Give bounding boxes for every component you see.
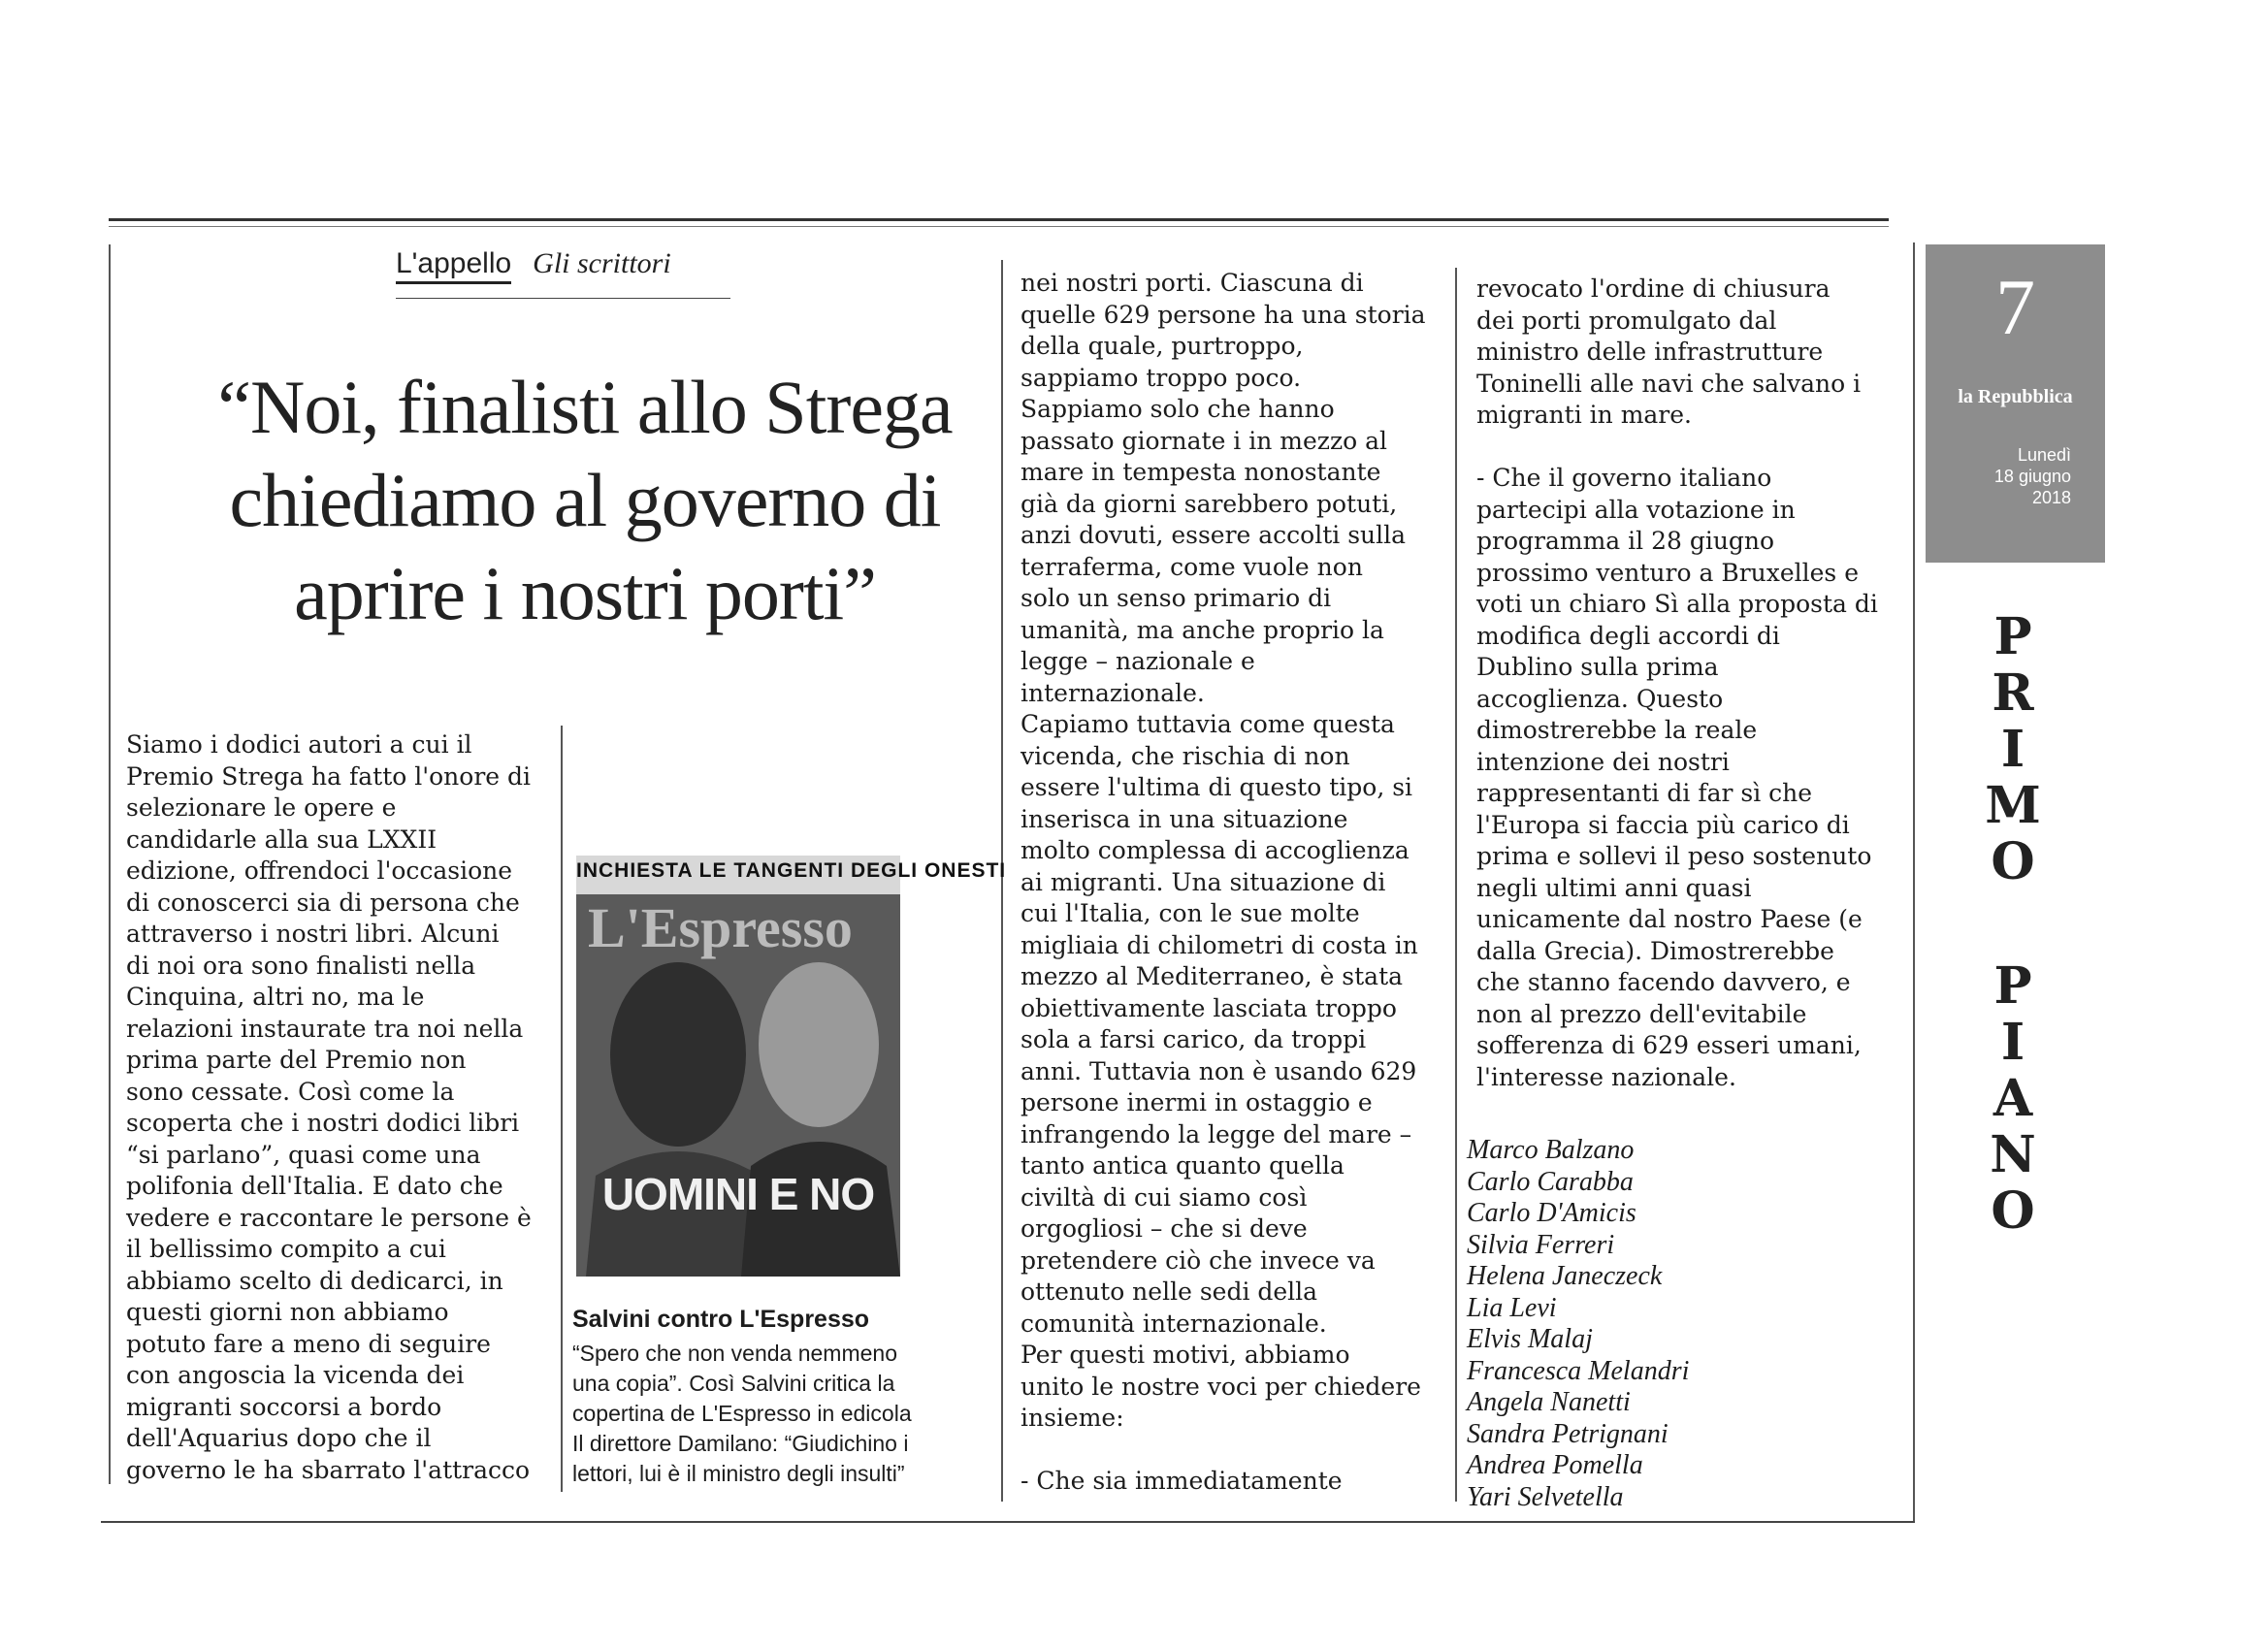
cover-headline: UOMINI E NO xyxy=(601,1169,875,1219)
page-number: 7 xyxy=(1995,263,2035,351)
section-letter: I xyxy=(2000,720,2025,779)
bottom-rule xyxy=(101,1521,1915,1523)
magazine-cover xyxy=(576,856,1007,1277)
author-name: Sandra Petrignani xyxy=(1467,1418,1669,1449)
section-letter: O xyxy=(1991,1181,2035,1241)
author-list xyxy=(1467,1135,1758,1513)
author-name: Elvis Malaj xyxy=(1467,1324,1593,1354)
issue-year: 2018 xyxy=(2031,488,2071,507)
caption-text: “Spero che non venda nemmeno una copia”. Così Salvini critica la copertina de L'Espresso in edicola Il direttore Damilano: “Giudichino i lettori, lui è il ministro degli insulti” xyxy=(572,1341,912,1486)
author-name: Silvia Ferreri xyxy=(1467,1229,1615,1260)
author-name: Yari Selvetella xyxy=(1467,1481,1624,1512)
column-divider-3 xyxy=(1455,268,1457,1502)
page-info-box xyxy=(1926,244,2105,563)
kicker xyxy=(396,247,671,280)
section-letter: N xyxy=(1990,1125,2036,1184)
issue-day-month: 18 giugno xyxy=(1993,467,2071,486)
column-divider-1 xyxy=(561,726,563,1492)
top-rule xyxy=(109,218,1889,221)
article-column-1: Siamo i dodici autori a cui il Premio Strega ha fatto l'onore di selezionare le opere e candidarle alla sua LXXII edizione, offrendoci l'occasione di conoscerci sia di persona che attraverso i nostri libri. Alcuni di noi ora sono finalisti nella Cinquina, altri no, ma le relazioni instaurate tra noi nella prima parte del Premio non sono cessate. Così come la scoperta che i nostri dodici libri “si parlano”, quasi come una polifonia dell'Italia. E dato che vedere e raccontare le persone è il bellissimo compito a cui abbiamo scelto di dedicarci, in questi giorni non abbiamo potuto fare a meno di seguire con angoscia la vicenda dei migranti soccorsi a bordo dell'Aquarius dopo che il governo le ha sbarrato l'attracco xyxy=(126,730,532,1484)
author-name: Helena Janeczeck xyxy=(1467,1261,1663,1291)
section-letter: P xyxy=(1993,956,2032,1016)
author-name: Carlo Carabba xyxy=(1467,1166,1634,1197)
section-letter: M xyxy=(1985,776,2041,835)
issue-date xyxy=(1926,444,2071,508)
section-letter: I xyxy=(2000,1013,2025,1072)
author-name: Marco Balzano xyxy=(1467,1135,1635,1165)
author-name: Carlo D'Amicis xyxy=(1467,1198,1636,1228)
author-name: Andrea Pomella xyxy=(1467,1450,1643,1480)
left-border xyxy=(109,244,111,1484)
author-name: Lia Levi xyxy=(1467,1292,1557,1323)
section-letter: O xyxy=(1991,832,2035,891)
section-label xyxy=(1969,609,2057,1240)
top-rule-thin xyxy=(109,226,1889,227)
issue-day: Lunedì xyxy=(2017,445,2071,465)
section-letter: P xyxy=(1993,607,2032,666)
cover-masthead: L'Espresso xyxy=(588,896,853,959)
kicker-section: L'appello xyxy=(396,247,511,284)
author-name: Francesca Melandri xyxy=(1467,1355,1690,1386)
article-column-4: revocato l'ordine di chiusura dei porti promulgato dal ministro delle infrastrutture Toninelli alle navi che salvano i migranti in mare. - Che il governo italiano partecipi alla votazione in programma il 28 giugno prossimo venturo a Bruxelles e voti un chiaro Sì alla proposta di modifica degli accordi di Dublino sulla prima accoglienza. Questo dimostrerebbe la reale intenzione dei nostri rappresentanti di far sì che l'Europa si faccia più carico di prima e sollevi il peso sostenuto negli ultimi anni quasi unicamente dal nostro Paese (e dalla Grecia). Dimostrerebbe che stanno facendo davvero, e non al prezzo dell'evitabile sofferenza di 629 esseri umani, l'interesse nazionale. xyxy=(1476,275,1878,1091)
caption-title: Salvini contro L'Espresso xyxy=(572,1306,870,1333)
cover-band-text: INCHIESTA LE TANGENTI DEGLI ONESTI xyxy=(576,859,1007,882)
headline: “Noi, finalisti allo Strega chiediamo al governo di aprire i nostri porti” xyxy=(217,365,953,635)
section-letter: R xyxy=(1992,663,2034,723)
newspaper-name: la Repubblica xyxy=(1958,386,2073,407)
section-letter: A xyxy=(1993,1069,2033,1128)
column-divider-4 xyxy=(1913,242,1915,1521)
author-name: Angela Nanetti xyxy=(1467,1387,1631,1417)
article-column-3: nei nostri porti. Ciascuna di quelle 629 persone ha una storia della quale, purtroppo, sappiamo troppo poco. Sappiamo solo che hanno passato giornate i in mezzo al mare in tempesta nonostante già da giorni sarebbero potuti, anzi dovuti, essere accolti sulla terraferma, come vuole non solo un senso primario di umanità, ma anche proprio la legge – nazionale e internazionale. Capiamo tuttavia come questa vicenda, che rischia di non essere l'ultima di questo tipo, si inserisca in una situazione molto complessa di accoglienza ai migranti. Una situazione di cui l'Italia, con le sue molte migliaia di chilometri di costa in mezzo al Mediterraneo, è stata obiettivamente lasciata troppo sola a farsi carico, da troppi anni. Tuttavia non è usando 629 persone inermi in ostaggio e infrangendo la legge del mare – tanto antica quanto quella civiltà di cui siamo così orgogliosi – che si deve pretendere ciò che invece va ottenuto nelle sedi della comunità internazionale. Per questi motivi, abbiamo unito le nostre voci per chiedere insieme: - Che sia immediatamente xyxy=(1021,269,1426,1495)
kicker-topic: Gli scrittori xyxy=(533,247,671,279)
kicker-rule xyxy=(396,298,730,299)
